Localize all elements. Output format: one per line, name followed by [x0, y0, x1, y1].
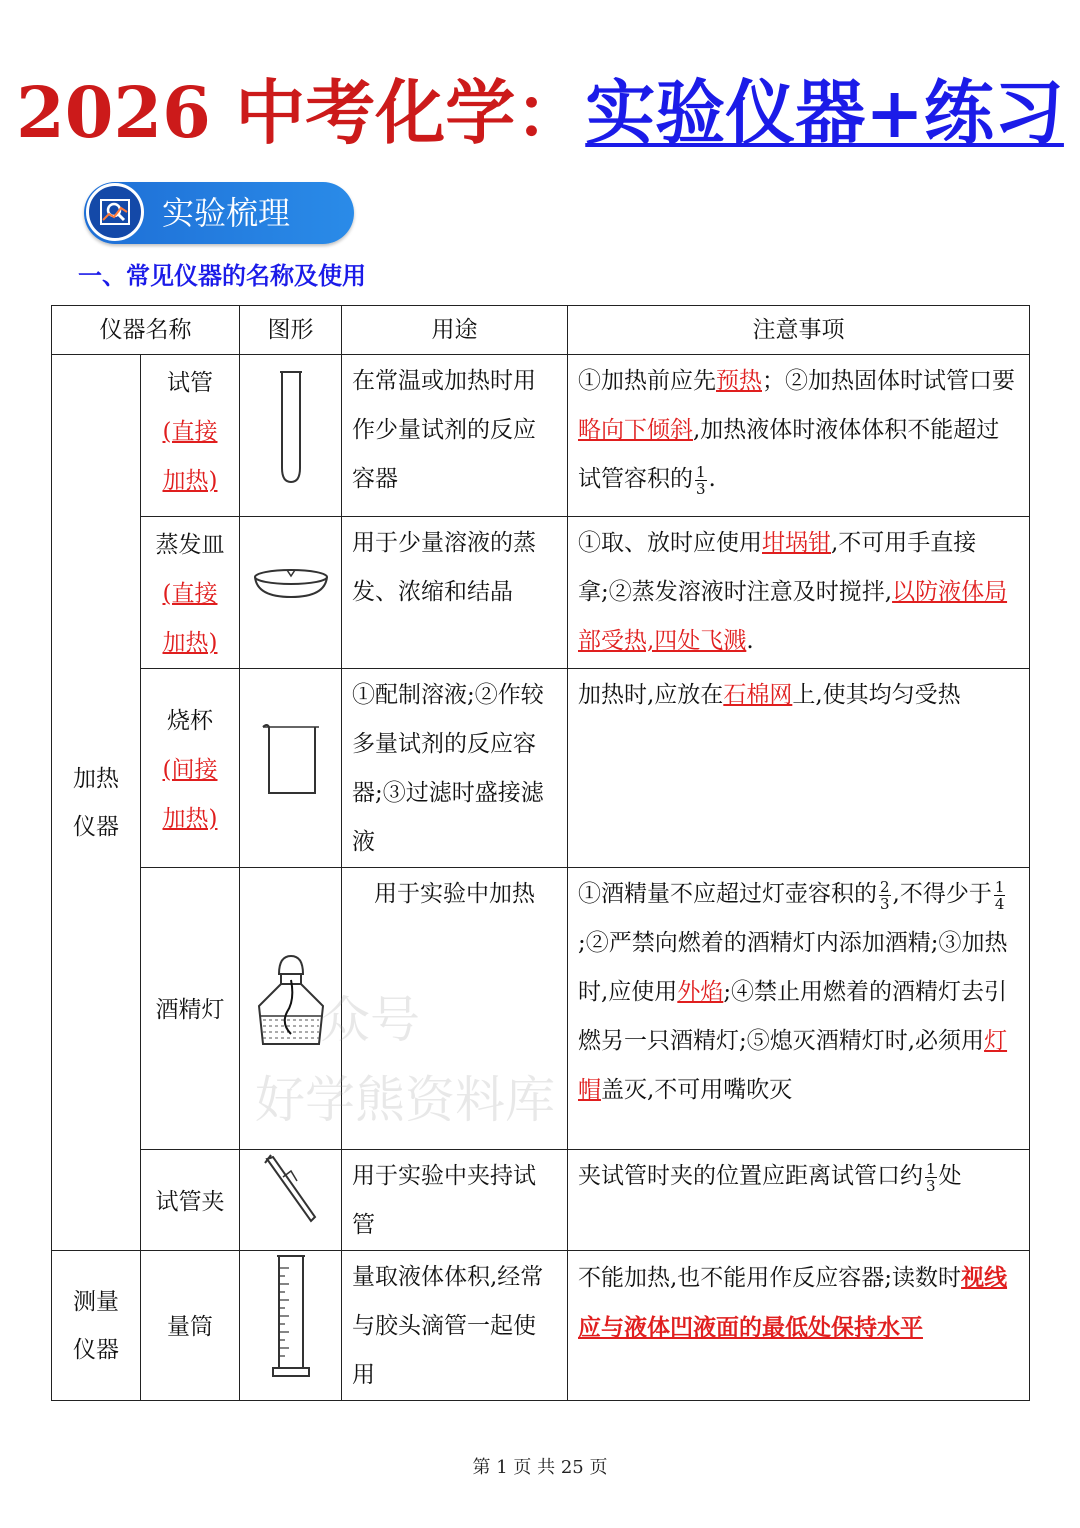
- title-prefix: 2026 中考化学：: [16, 71, 586, 154]
- table-row: [52, 355, 1030, 517]
- instrument-table: [51, 305, 1030, 1401]
- header-figure: 图形: [240, 306, 342, 355]
- instrument-note: ①酒精量不应超过灯壶容积的 $\frac{2}{3}$ ,不得少于 $\frac{1}{4}$ ;②严禁向燃着的酒精灯内添加酒精;③加热时,应使用外焰;④禁止用燃着的酒精灯去引燃另一只酒精灯;⑤熄灭酒精灯时,必须用灯帽盖灭,不可用嘴吹灭: [568, 868, 1030, 1150]
- instrument-name: 蒸发皿 (直接加热): [141, 517, 240, 669]
- title-link[interactable]: 实验仪器+练习: [585, 71, 1064, 154]
- table-header-row: [52, 306, 1030, 355]
- watermark-line1: 众号: [320, 991, 420, 1049]
- test-tube-icon: [240, 355, 342, 517]
- instrument-use: 用于实验中夹持试管: [342, 1150, 568, 1251]
- fraction: $\frac{1}{4}$: [994, 877, 1005, 913]
- instrument-name: 量筒: [141, 1251, 240, 1401]
- section-badge: [84, 182, 354, 244]
- fraction: $\frac{1}{3}$: [926, 1159, 936, 1195]
- alcohol-lamp-icon: [240, 868, 342, 1150]
- header-name: 仪器名称: [52, 306, 240, 355]
- test-tube-holder-icon: [240, 1150, 342, 1251]
- evaporating-dish-icon: [240, 517, 342, 669]
- instrument-note: 夹试管时夹的位置应距离试管口约 $\frac{1}{3}$ 处: [568, 1150, 1030, 1251]
- fraction: $\frac{2}{3}$: [880, 877, 890, 913]
- instrument-note: ①取、放时应使用坩埚钳,不可用手直接拿;②蒸发溶液时注意及时搅拌,以防液体局部受热,四处飞溅.: [568, 517, 1030, 669]
- instrument-name: 烧杯 (间接加热): [141, 669, 240, 868]
- table-row: [52, 1150, 1030, 1251]
- category-heating: 加热仪器: [52, 355, 141, 1251]
- table-row: [52, 868, 1030, 1150]
- badge-label: 实验梳理: [162, 194, 291, 232]
- section-heading: 一、常见仪器的名称及使用: [78, 261, 366, 290]
- beaker-icon: [240, 669, 342, 868]
- instrument-note: 不能加热,也不能用作反应容器;读数时视线应与液体凹液面的最低处保持水平: [568, 1251, 1030, 1401]
- instrument-use: 用于实验中加热: [342, 868, 568, 1150]
- fraction: $\frac{1}{3}$: [696, 462, 706, 498]
- table-row: [52, 1251, 1030, 1401]
- instrument-use: 用于少量溶液的蒸发、浓缩和结晶: [342, 517, 568, 669]
- table-row: [52, 669, 1030, 868]
- instrument-note: 加热时,应放在石棉网上,使其均匀受热: [568, 669, 1030, 868]
- page-title: [0, 68, 1080, 158]
- watermark-line2: 好学熊资料库: [255, 1071, 555, 1129]
- magnifier-chart-icon: [86, 183, 144, 241]
- graduated-cylinder-icon: [240, 1251, 342, 1401]
- page-footer: 第 1 页 共 25 页: [472, 1457, 608, 1478]
- table-row: [52, 517, 1030, 669]
- header-notes: 注意事项: [568, 306, 1030, 355]
- instrument-name: 试管 (直接加热): [141, 355, 240, 517]
- instrument-use: 量取液体体积,经常与胶头滴管一起使用: [342, 1251, 568, 1401]
- instrument-name: 试管夹: [141, 1150, 240, 1251]
- instrument-use: ①配制溶液;②作较多量试剂的反应容器;③过滤时盛接滤液: [342, 669, 568, 868]
- instrument-name: 酒精灯: [141, 868, 240, 1150]
- header-use: 用途: [342, 306, 568, 355]
- instrument-note: ①加热前应先预热；②加热固体时试管口要略向下倾斜,加热液体时液体体积不能超过试管容积的 $\frac{1}{3}$ .: [568, 355, 1030, 517]
- category-measuring: 测量仪器: [52, 1251, 141, 1401]
- instrument-use: 在常温或加热时用作少量试剂的反应容器: [342, 355, 568, 517]
